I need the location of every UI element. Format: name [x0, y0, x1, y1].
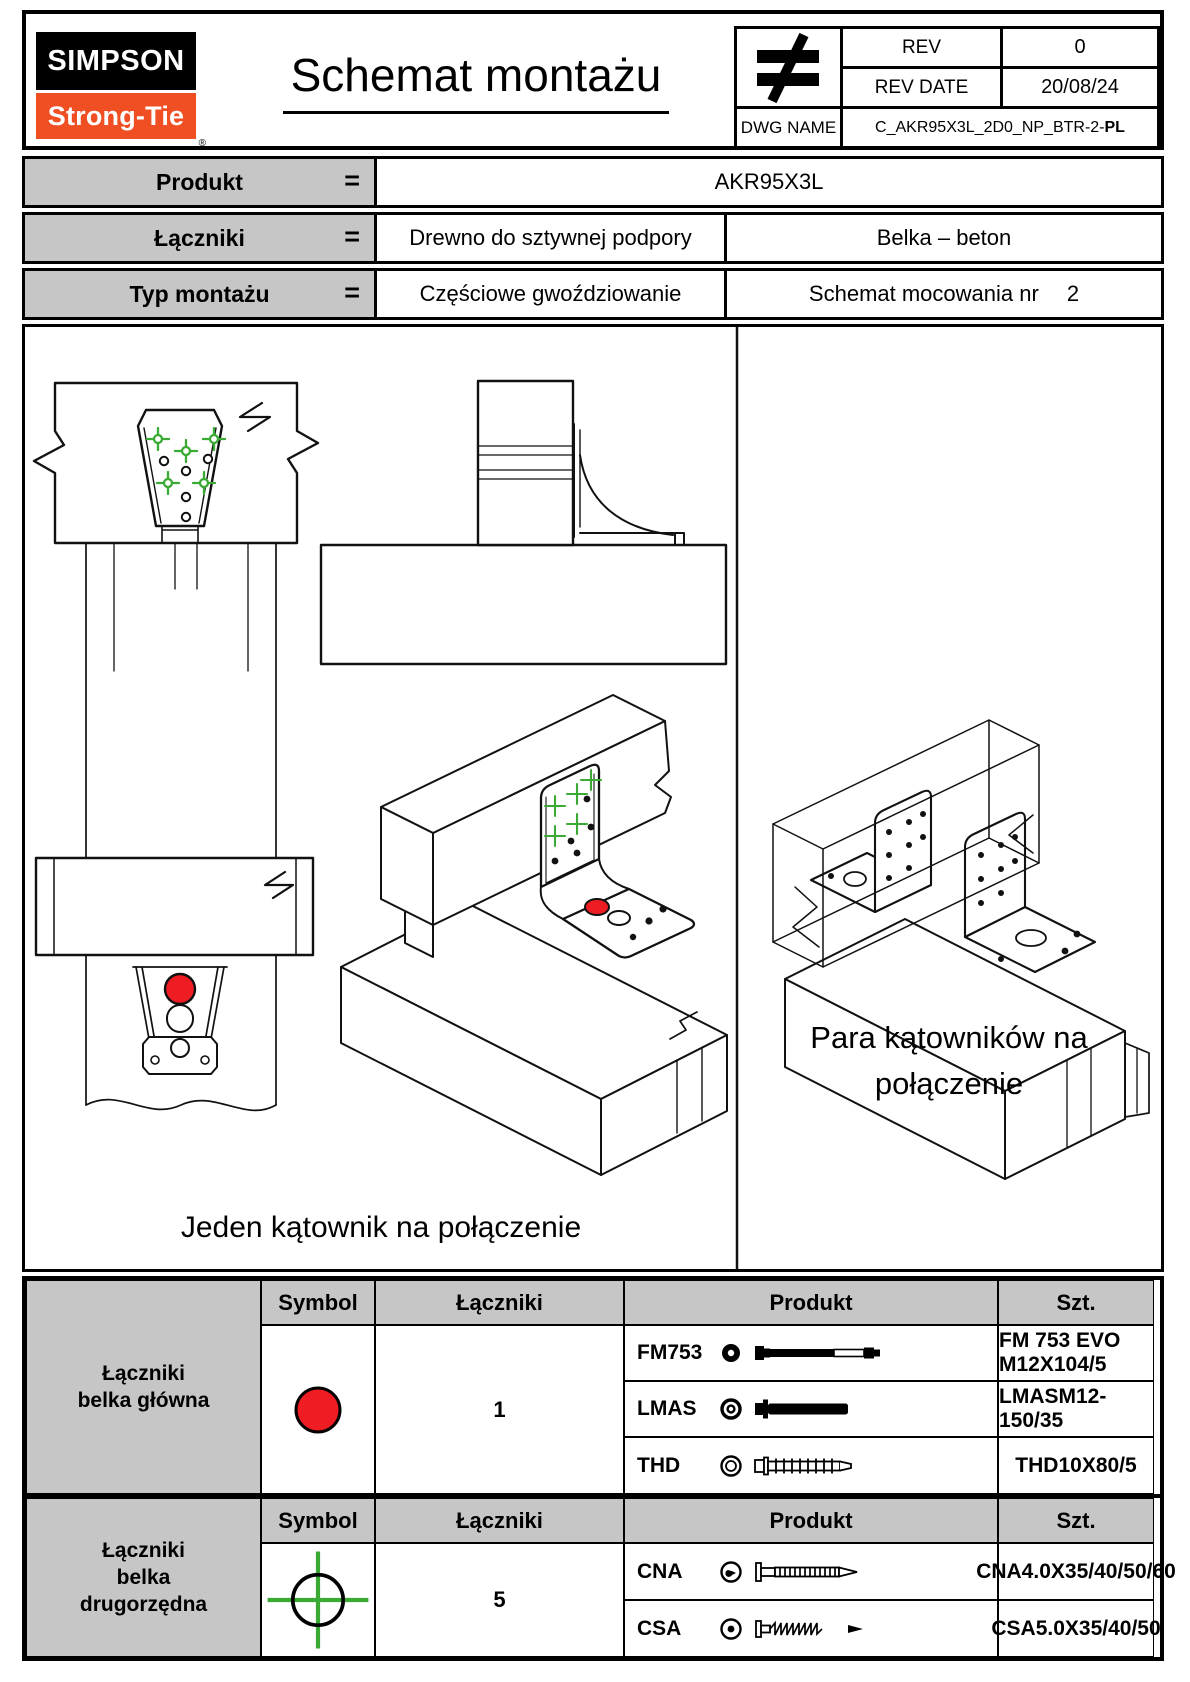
header-szt: Szt. — [998, 1280, 1154, 1325]
fastener-row-csa — [624, 1600, 998, 1657]
fastener-row-thd — [624, 1437, 998, 1494]
header-symbol: Symbol — [261, 1280, 375, 1325]
equals-sign: = — [344, 277, 360, 308]
laczniki-value-right: Belka – beton — [876, 225, 1012, 250]
header-szt: Szt. — [998, 1498, 1154, 1543]
technical-drawing — [25, 327, 1161, 1269]
bracket-slot-iso — [608, 911, 630, 925]
dwg-name-value-main: C_AKR95X3L_2D0_NP_BTR-2- — [875, 118, 1105, 136]
fasteners-table-secondary-beam — [22, 1494, 1176, 1661]
product-cell: LMASM12-150/35 — [998, 1381, 1154, 1437]
group-label-main-beam — [26, 1280, 261, 1494]
qty-main-beam: 1 — [375, 1325, 624, 1494]
not-equal-icon — [737, 29, 843, 109]
rev-date-label: REV DATE — [843, 69, 1003, 109]
concrete-base-side — [321, 545, 726, 664]
equals-sign: = — [344, 165, 360, 196]
rev-date-value: 20/08/24 — [1003, 69, 1160, 109]
side-view-drawing — [321, 381, 726, 664]
anchor-side-view-drawing — [36, 858, 313, 1110]
fastener-row-fm753 — [624, 1325, 998, 1381]
equals-sign: = — [344, 221, 360, 252]
header-produkt: Produkt — [624, 1498, 998, 1543]
break-wave-line — [86, 1100, 276, 1111]
concrete-block-iso — [341, 903, 727, 1175]
anchor-symbol-red-oval — [585, 899, 609, 915]
dwg-name-label: DWG NAME — [737, 109, 843, 149]
typ-montazu-value-left: Częściowe gwoździowanie — [377, 271, 727, 317]
info-row-typ-montazu — [22, 268, 1164, 320]
drawing-area — [22, 324, 1164, 1272]
fastener-code: CSA — [637, 1616, 682, 1640]
schemat-mocowania-text: Schemat mocowania nr — [808, 281, 1039, 306]
header-symbol: Symbol — [261, 1498, 375, 1543]
bracket-bottom-view — [133, 967, 227, 1074]
bolt-icon — [753, 1340, 893, 1366]
produkt-value: AKR95X3L — [714, 169, 824, 194]
registered-trademark-symbol: ® — [198, 138, 206, 149]
support-column-lines — [86, 543, 276, 858]
isometric-pair-brackets-drawing — [773, 720, 1149, 1179]
product-cell: THD10X80/5 — [998, 1437, 1154, 1494]
group-label-line: belka — [116, 1566, 171, 1589]
group-label-line: belka główna — [77, 1389, 210, 1412]
typ-montazu-label-cell — [25, 271, 377, 317]
produkt-label-cell — [25, 159, 377, 205]
header-produkt: Produkt — [624, 1280, 998, 1325]
dwg-name-value-suffix: PL — [1104, 118, 1125, 136]
fastener-code: LMAS — [637, 1397, 697, 1420]
anchor-bolt-icon — [753, 1396, 873, 1422]
right-caption-line2: połączenie — [874, 1066, 1024, 1101]
group-label-line: Łączniki — [102, 1362, 185, 1385]
fastener-row-cna — [624, 1543, 998, 1600]
page-title: Schemat montażu — [283, 48, 670, 114]
logo-simpson-text: SIMPSON — [36, 32, 196, 90]
fastener-code: CNA — [637, 1559, 683, 1583]
ring-nail-icon — [753, 1559, 883, 1585]
fastener-code: FM753 — [637, 1341, 703, 1364]
concrete-screw-icon — [753, 1453, 873, 1479]
group-label-line: Łączniki — [102, 1539, 185, 1562]
ring-icon — [719, 1397, 743, 1421]
schemat-mocowania-number: 2 — [1066, 281, 1080, 306]
info-row-produkt — [22, 156, 1164, 208]
revision-table — [734, 26, 1160, 149]
isometric-single-bracket-drawing — [341, 695, 727, 1175]
logo-strongtie-text: Strong-Tie — [36, 93, 196, 139]
front-view-drawing — [34, 383, 318, 858]
rev-label: REV — [843, 29, 1003, 69]
near-bracket-slot — [1016, 930, 1046, 946]
wood-screw-icon — [753, 1616, 883, 1642]
bracket-profile — [574, 424, 684, 545]
produkt-label: Produkt — [156, 168, 243, 195]
right-caption-line1: Para kątowników na — [810, 1020, 1088, 1055]
fasteners-table-main-beam — [22, 1276, 1164, 1498]
group-label-line: drugorzędna — [79, 1593, 208, 1616]
group-label-secondary-beam — [26, 1498, 261, 1657]
simpson-strongtie-logo — [36, 32, 206, 149]
fastener-code: THD — [637, 1453, 681, 1477]
dwg-name-value — [843, 109, 1160, 149]
laczniki-label-cell — [25, 215, 377, 261]
left-drawing-caption: Jeden kątownik na połączenie — [180, 1211, 582, 1244]
red-circle-symbol-icon — [261, 1325, 375, 1494]
header-laczniki: Łączniki — [375, 1498, 624, 1543]
circle-dot-icon — [719, 1617, 743, 1641]
page-title-wrap — [211, 48, 741, 114]
green-crosshair-symbol-icon — [261, 1543, 375, 1657]
sheet-frame — [22, 10, 1176, 1662]
anchor-symbol-red-circle — [165, 974, 195, 1004]
product-cell: CSA5.0X35/40/50 — [998, 1600, 1154, 1657]
header-laczniki: Łączniki — [375, 1280, 624, 1325]
right-drawing-caption — [737, 1015, 1161, 1107]
typ-montazu-value-right — [727, 271, 1161, 317]
qty-secondary-beam: 5 — [375, 1543, 624, 1657]
washer-icon — [719, 1341, 743, 1365]
typ-montazu-label: Typ montażu — [129, 280, 270, 307]
info-row-laczniki — [22, 212, 1164, 264]
title-block — [22, 10, 1164, 150]
fastener-row-lmas — [624, 1381, 998, 1437]
bracket-slot — [167, 1005, 193, 1032]
circled-mark-icon — [719, 1560, 743, 1584]
laczniki-label: Łączniki — [154, 224, 245, 251]
beam-side — [478, 381, 573, 545]
rev-value: 0 — [1003, 29, 1160, 69]
product-cell: FM 753 EVO M12X104/5 — [998, 1325, 1154, 1381]
break-mark-icon — [793, 887, 819, 947]
laczniki-value-left: Drewno do sztywnej podpory — [377, 215, 727, 261]
double-circle-icon — [719, 1454, 743, 1478]
product-cell: CNA4.0X35/40/50/60 — [998, 1543, 1154, 1600]
